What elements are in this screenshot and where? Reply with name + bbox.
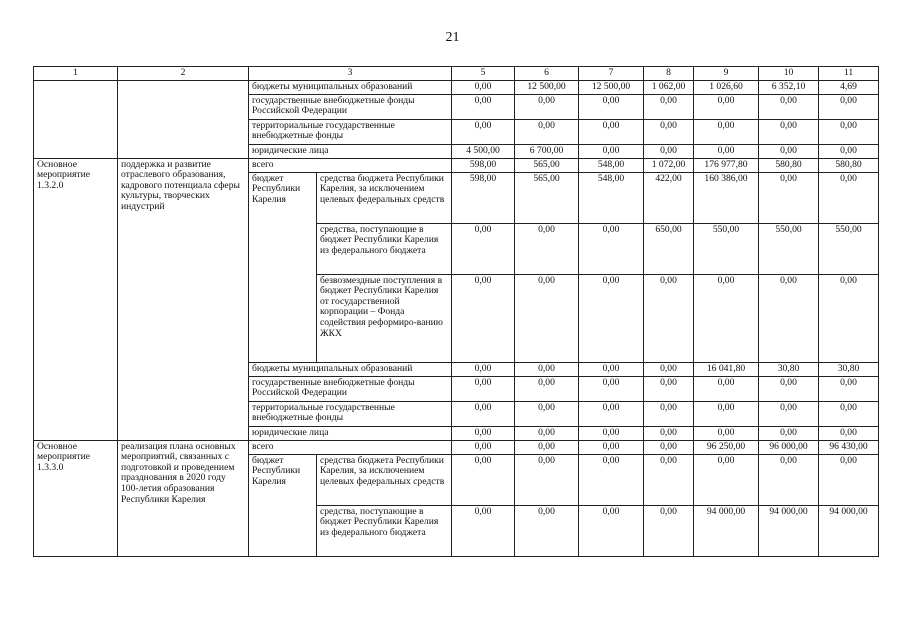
value-cell: 0,00 bbox=[759, 274, 819, 362]
value-cell: 0,00 bbox=[759, 119, 819, 144]
source-label: государственные внебюджетные фонды Российской Федерации bbox=[249, 376, 452, 401]
source-label: средства бюджета Республики Карелия, за исключением целевых федеральных средств bbox=[317, 172, 452, 223]
value-cell: 0,00 bbox=[694, 426, 759, 440]
value-cell: 0,00 bbox=[452, 401, 515, 426]
source-label: государственные внебюджетные фонды Российской Федерации bbox=[249, 94, 452, 119]
value-cell: 0,00 bbox=[644, 144, 694, 158]
source-label: всего bbox=[249, 158, 452, 172]
value-cell: 160 386,00 bbox=[694, 172, 759, 223]
value-cell: 94 000,00 bbox=[694, 505, 759, 556]
value-cell: 30,80 bbox=[759, 362, 819, 376]
value-cell: 0,00 bbox=[694, 94, 759, 119]
empty-cell bbox=[34, 80, 118, 158]
empty-cell bbox=[118, 80, 249, 158]
value-cell: 0,00 bbox=[644, 426, 694, 440]
value-cell: 580,80 bbox=[819, 158, 879, 172]
value-cell: 0,00 bbox=[694, 119, 759, 144]
table-row bbox=[34, 80, 879, 94]
value-cell: 0,00 bbox=[644, 454, 694, 505]
value-cell: 1 062,00 bbox=[644, 80, 694, 94]
value-cell: 0,00 bbox=[515, 454, 579, 505]
value-cell: 0,00 bbox=[579, 440, 644, 454]
value-cell: 598,00 bbox=[452, 158, 515, 172]
value-cell: 0,00 bbox=[819, 401, 879, 426]
value-cell: 0,00 bbox=[819, 144, 879, 158]
value-cell: 0,00 bbox=[579, 274, 644, 362]
budget-label: бюджет Республики Карелия bbox=[249, 172, 317, 362]
value-cell: 0,00 bbox=[515, 274, 579, 362]
source-label: территориальные государственные внебюджетные фонды bbox=[249, 119, 452, 144]
value-cell: 0,00 bbox=[644, 401, 694, 426]
value-cell: 550,00 bbox=[759, 223, 819, 274]
column-header: 7 bbox=[579, 67, 644, 81]
value-cell: 0,00 bbox=[759, 376, 819, 401]
value-cell: 0,00 bbox=[644, 274, 694, 362]
budget-label: бюджет Республики Карелия bbox=[249, 454, 317, 556]
value-cell: 548,00 bbox=[579, 158, 644, 172]
value-cell: 0,00 bbox=[819, 172, 879, 223]
measure-description: реализация плана основных мероприятий, связанных с подготовкой и проведением празднования в 2020 году 100-летия образования Республики Карелия bbox=[118, 440, 249, 556]
value-cell: 6 352,10 bbox=[759, 80, 819, 94]
value-cell: 0,00 bbox=[452, 80, 515, 94]
value-cell: 0,00 bbox=[759, 401, 819, 426]
value-cell: 0,00 bbox=[515, 401, 579, 426]
value-cell: 0,00 bbox=[694, 274, 759, 362]
source-label: территориальные государственные внебюджетные фонды bbox=[249, 401, 452, 426]
value-cell: 4,69 bbox=[819, 80, 879, 94]
value-cell: 96 000,00 bbox=[759, 440, 819, 454]
value-cell: 0,00 bbox=[579, 144, 644, 158]
value-cell: 94 000,00 bbox=[819, 505, 879, 556]
value-cell: 96 250,00 bbox=[694, 440, 759, 454]
value-cell: 565,00 bbox=[515, 172, 579, 223]
value-cell: 176 977,80 bbox=[694, 158, 759, 172]
value-cell: 0,00 bbox=[644, 376, 694, 401]
value-cell: 0,00 bbox=[515, 94, 579, 119]
value-cell: 0,00 bbox=[759, 172, 819, 223]
source-label: юридические лица bbox=[249, 144, 452, 158]
source-label: бюджеты муниципальных образований bbox=[249, 362, 452, 376]
value-cell: 0,00 bbox=[579, 505, 644, 556]
source-label: бюджеты муниципальных образований bbox=[249, 80, 452, 94]
table-header-row bbox=[34, 67, 879, 81]
source-label: юридические лица bbox=[249, 426, 452, 440]
value-cell: 0,00 bbox=[644, 362, 694, 376]
value-cell: 0,00 bbox=[644, 505, 694, 556]
column-header: 9 bbox=[694, 67, 759, 81]
value-cell: 0,00 bbox=[759, 94, 819, 119]
value-cell: 0,00 bbox=[452, 119, 515, 144]
value-cell: 0,00 bbox=[819, 454, 879, 505]
value-cell: 0,00 bbox=[819, 426, 879, 440]
value-cell: 6 700,00 bbox=[515, 144, 579, 158]
page-number: 21 bbox=[445, 30, 460, 45]
column-header: 10 bbox=[759, 67, 819, 81]
value-cell: 550,00 bbox=[694, 223, 759, 274]
value-cell: 0,00 bbox=[452, 274, 515, 362]
value-cell: 565,00 bbox=[515, 158, 579, 172]
source-label: средства, поступающие в бюджет Республики Карелия из федерального бюджета bbox=[317, 505, 452, 556]
value-cell: 0,00 bbox=[579, 376, 644, 401]
value-cell: 0,00 bbox=[759, 426, 819, 440]
value-cell: 0,00 bbox=[694, 454, 759, 505]
value-cell: 0,00 bbox=[759, 454, 819, 505]
value-cell: 0,00 bbox=[579, 426, 644, 440]
value-cell: 12 500,00 bbox=[579, 80, 644, 94]
measure-label: Основное мероприятие 1.3.3.0 bbox=[34, 440, 118, 556]
value-cell: 1 026,60 bbox=[694, 80, 759, 94]
value-cell: 4 500,00 bbox=[452, 144, 515, 158]
value-cell: 422,00 bbox=[644, 172, 694, 223]
source-label: безвозмездные поступления в бюджет Республики Карелия от государственной корпорации – Фонда содействия реформиро-ванию ЖКХ bbox=[317, 274, 452, 362]
value-cell: 0,00 bbox=[452, 94, 515, 119]
value-cell: 30,80 bbox=[819, 362, 879, 376]
value-cell: 94 000,00 bbox=[759, 505, 819, 556]
table-row bbox=[34, 158, 879, 172]
column-header: 2 bbox=[118, 67, 249, 81]
value-cell: 0,00 bbox=[819, 94, 879, 119]
value-cell: 0,00 bbox=[694, 401, 759, 426]
value-cell: 0,00 bbox=[579, 362, 644, 376]
value-cell: 12 500,00 bbox=[515, 80, 579, 94]
value-cell: 548,00 bbox=[579, 172, 644, 223]
source-label: средства бюджета Республики Карелия, за исключением целевых федеральных средств bbox=[317, 454, 452, 505]
value-cell: 580,80 bbox=[759, 158, 819, 172]
value-cell: 0,00 bbox=[452, 505, 515, 556]
value-cell: 0,00 bbox=[452, 362, 515, 376]
value-cell: 0,00 bbox=[819, 274, 879, 362]
column-header: 8 bbox=[644, 67, 694, 81]
value-cell: 0,00 bbox=[644, 94, 694, 119]
value-cell: 0,00 bbox=[515, 119, 579, 144]
table-row bbox=[34, 440, 879, 454]
value-cell: 1 072,00 bbox=[644, 158, 694, 172]
column-header: 3 bbox=[249, 67, 452, 81]
value-cell: 0,00 bbox=[452, 376, 515, 401]
column-header: 6 bbox=[515, 67, 579, 81]
value-cell: 0,00 bbox=[515, 426, 579, 440]
value-cell: 0,00 bbox=[579, 401, 644, 426]
value-cell: 0,00 bbox=[644, 119, 694, 144]
value-cell: 0,00 bbox=[579, 94, 644, 119]
value-cell: 0,00 bbox=[515, 362, 579, 376]
value-cell: 0,00 bbox=[819, 376, 879, 401]
value-cell: 650,00 bbox=[644, 223, 694, 274]
column-header: 11 bbox=[819, 67, 879, 81]
source-label: средства, поступающие в бюджет Республики Карелия из федерального бюджета bbox=[317, 223, 452, 274]
value-cell: 0,00 bbox=[644, 440, 694, 454]
value-cell: 0,00 bbox=[819, 119, 879, 144]
value-cell: 0,00 bbox=[515, 505, 579, 556]
value-cell: 0,00 bbox=[452, 426, 515, 440]
budget-table bbox=[33, 66, 879, 557]
source-label: всего bbox=[249, 440, 452, 454]
value-cell: 0,00 bbox=[452, 440, 515, 454]
value-cell: 0,00 bbox=[759, 144, 819, 158]
measure-description: поддержка и развитие отраслевого образования, кадрового потенциала сферы культуры, творческих индустрий bbox=[118, 158, 249, 440]
value-cell: 0,00 bbox=[515, 376, 579, 401]
value-cell: 16 041,80 bbox=[694, 362, 759, 376]
value-cell: 0,00 bbox=[579, 223, 644, 274]
value-cell: 0,00 bbox=[452, 454, 515, 505]
value-cell: 598,00 bbox=[452, 172, 515, 223]
value-cell: 0,00 bbox=[579, 119, 644, 144]
value-cell: 0,00 bbox=[579, 454, 644, 505]
value-cell: 0,00 bbox=[694, 144, 759, 158]
column-header: 1 bbox=[34, 67, 118, 81]
measure-label: Основное мероприятие 1.3.2.0 bbox=[34, 158, 118, 440]
value-cell: 0,00 bbox=[515, 223, 579, 274]
value-cell: 0,00 bbox=[515, 440, 579, 454]
value-cell: 96 430,00 bbox=[819, 440, 879, 454]
value-cell: 0,00 bbox=[452, 223, 515, 274]
value-cell: 0,00 bbox=[694, 376, 759, 401]
value-cell: 550,00 bbox=[819, 223, 879, 274]
column-header: 5 bbox=[452, 67, 515, 81]
